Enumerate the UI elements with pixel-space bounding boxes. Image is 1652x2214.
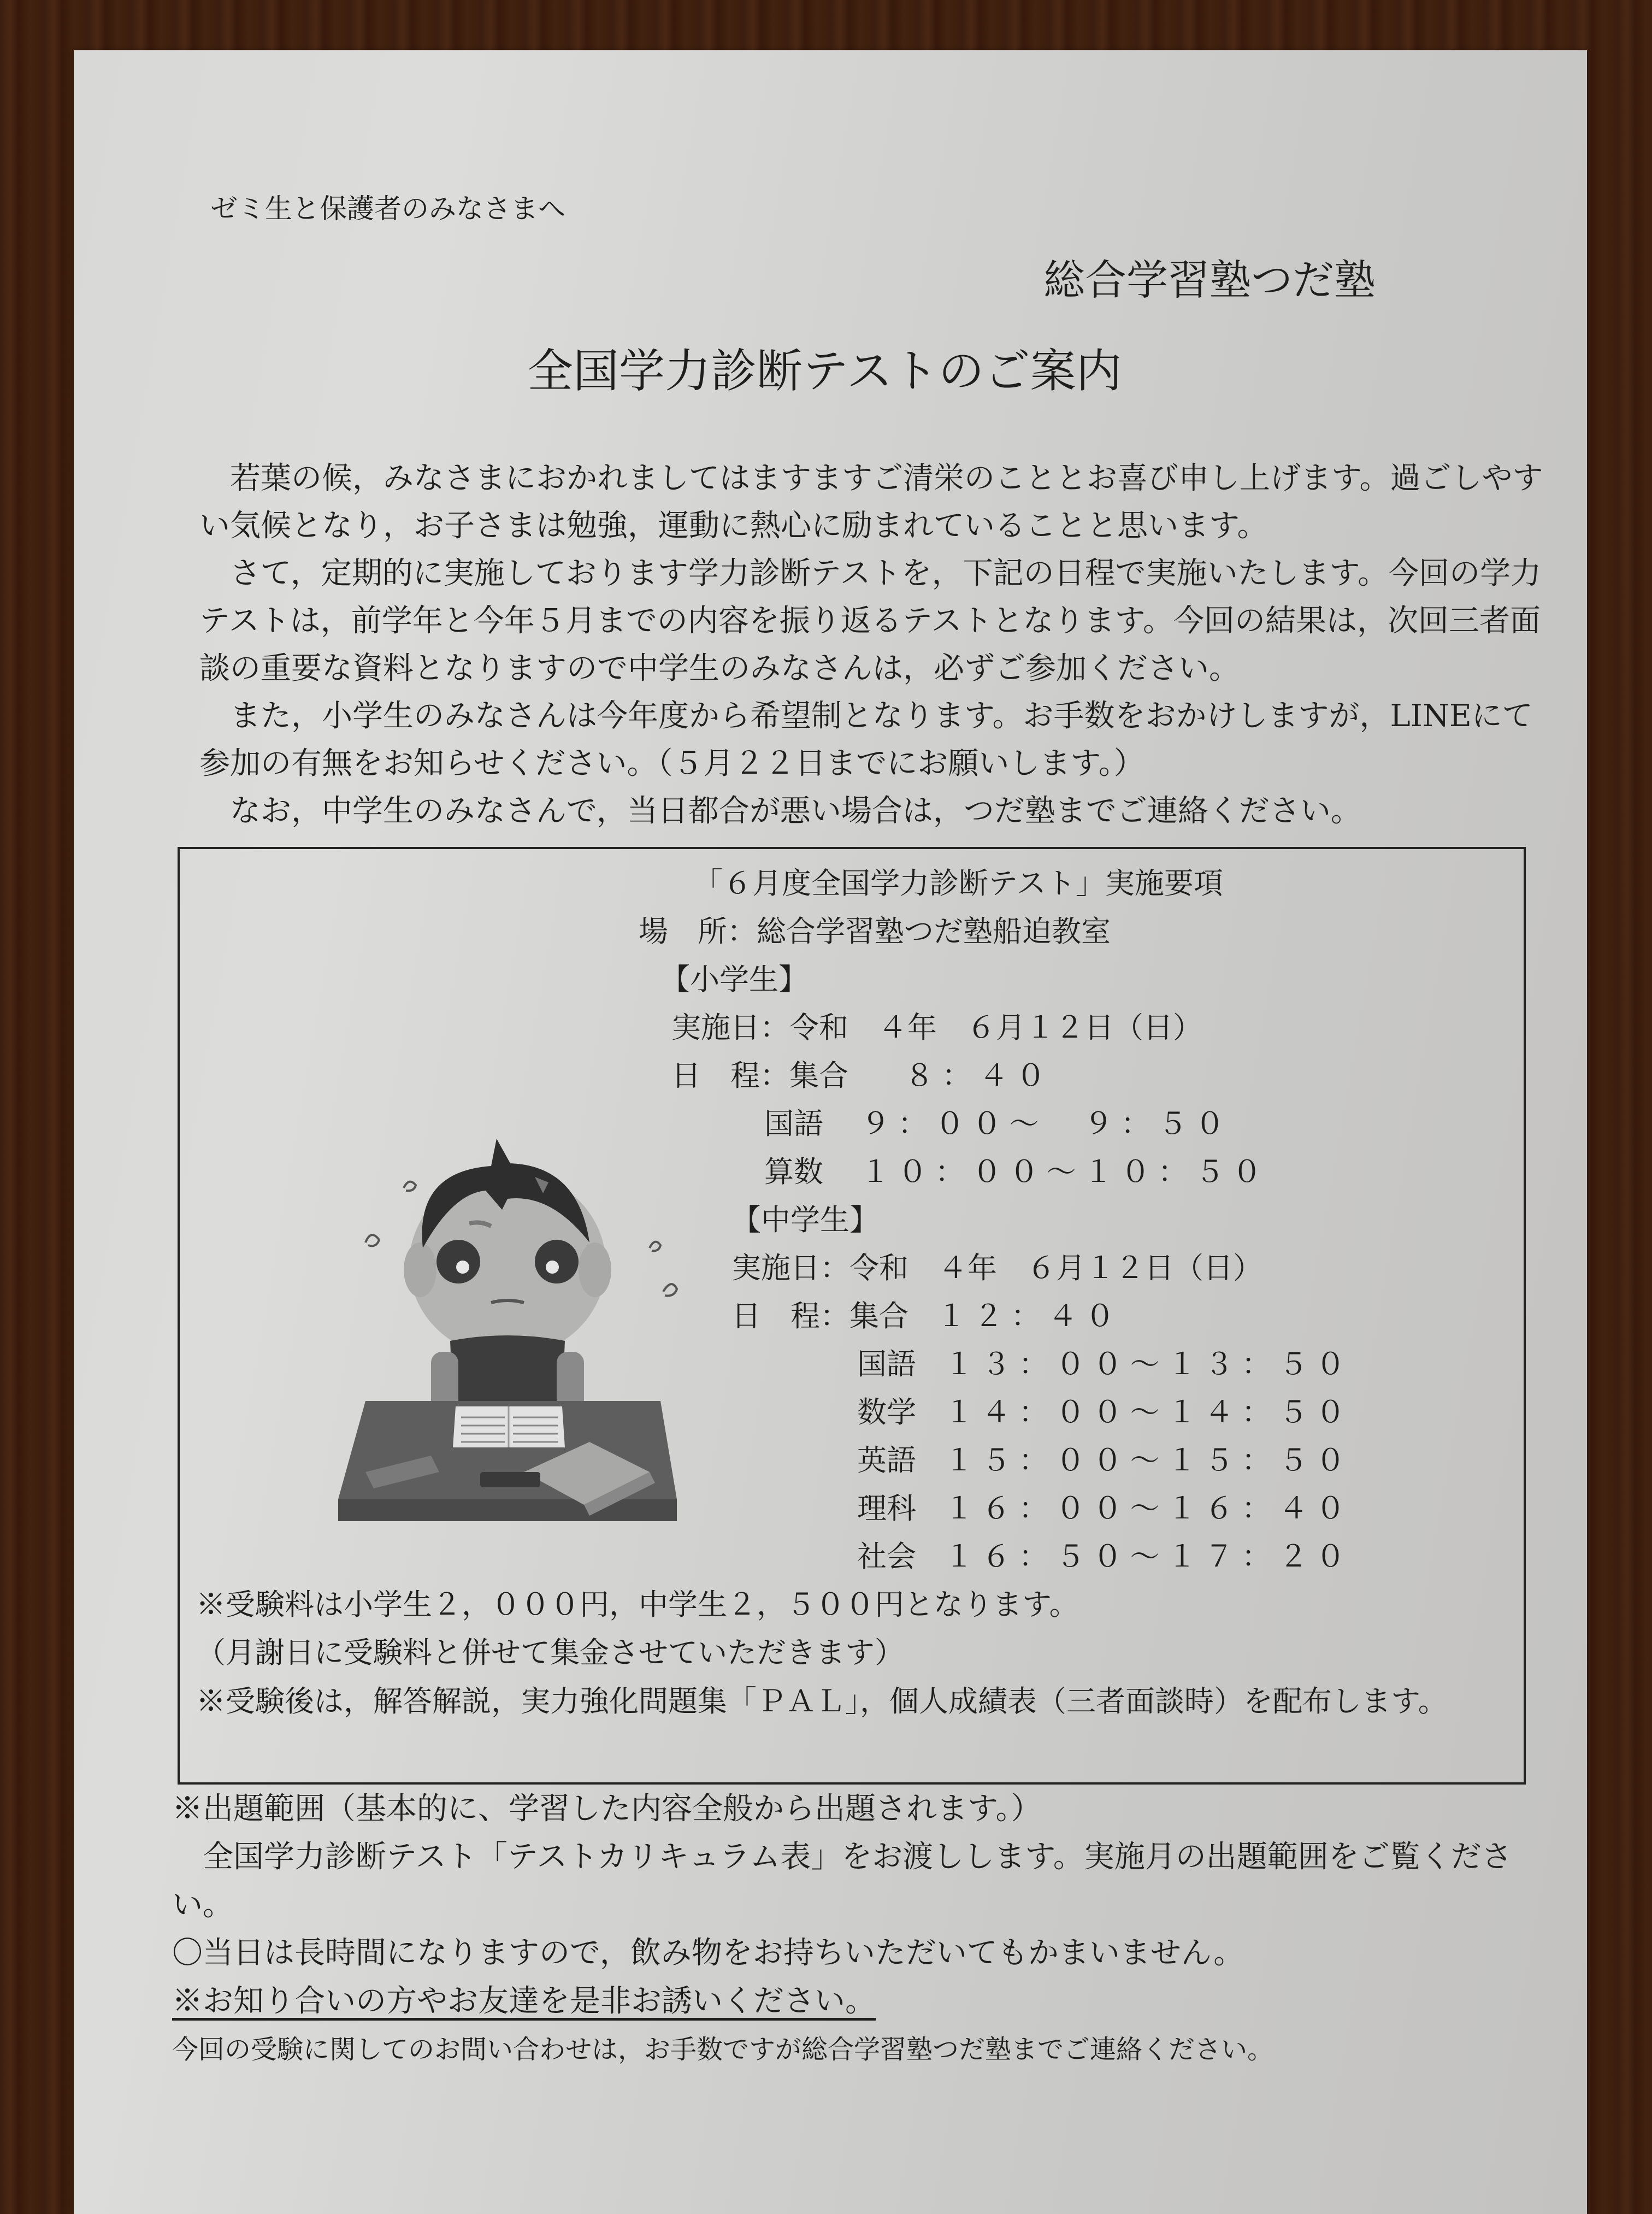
subject-time: １６：５０～１７：２０ xyxy=(944,1539,1353,1574)
subject-name: 英語 xyxy=(857,1443,916,1477)
elementary-section-label: 【小学生】 xyxy=(660,962,808,997)
subject-name: 数学 xyxy=(857,1395,916,1429)
junior-high-subject-row xyxy=(857,1437,1353,1479)
schedule-label: 日 程： xyxy=(671,1058,789,1093)
junior-high-subject-row xyxy=(857,1341,1353,1383)
junior-high-subject-row xyxy=(857,1485,1353,1527)
subject-name: 社会 xyxy=(857,1539,916,1574)
fee-collection-note: （月謝日に受験料と併せて集金させていただきます） xyxy=(196,1635,904,1670)
subject-name: 理科 xyxy=(857,1491,916,1526)
footer-notes xyxy=(172,1785,1538,2074)
document-title: 全国学力診断テストのご案内 xyxy=(527,344,1122,398)
intro-text xyxy=(199,455,1543,835)
drinks-note: 〇当日は長時間になりますので，飲み物をお持ちいただいてもかまいません。 xyxy=(172,1935,1244,1971)
junior-high-subject-row xyxy=(857,1389,1353,1431)
subject-name: 国語 xyxy=(857,1347,916,1381)
elementary-date-row xyxy=(671,1004,1202,1046)
subject-time: １５：００～１５：５０ xyxy=(944,1443,1353,1477)
junior-high-schedule-row xyxy=(731,1293,1123,1335)
date-label: 実施日： xyxy=(671,1010,789,1045)
post-exam-note: ※受験後は，解答解説，実力強化問題集「ＰＡＬ」，個人成績表（三者面談時）を配布します。 xyxy=(196,1684,1448,1718)
intro-paragraph: なお，中学生のみなさんで，当日都合が悪い場合は，つだ塾までご連絡ください。 xyxy=(230,793,1361,829)
elementary-schedule-row xyxy=(671,1052,1053,1094)
addressee: ゼミ生と保護者のみなさまへ xyxy=(210,193,565,225)
junior-high-date-row xyxy=(731,1245,1262,1287)
subject-time: １０：００～１０：５０ xyxy=(860,1155,1270,1189)
scope-detail: 全国学力診断テスト「テストカリキュラム表」をお渡しします。実施月の出題範囲をご覧ください。 xyxy=(172,1839,1512,1923)
fee-note: ※受験料は小学生２，０００円，中学生２，５００円となります。 xyxy=(196,1587,1079,1622)
date-value: 令和 ４年 ６月１２日（日） xyxy=(789,1010,1202,1045)
subject-time: １４：００～１４：５０ xyxy=(944,1395,1353,1429)
subject-name: 算数 xyxy=(764,1155,823,1189)
date-label: 実施日： xyxy=(731,1251,849,1285)
junior-high-section-label: 【中学生】 xyxy=(731,1203,879,1237)
subject-time: １３：００～１３：５０ xyxy=(944,1347,1353,1381)
intro-paragraph: また，小学生のみなさんは今年度から希望制となります。お手数をおかけしますが，LINEにて参加の有無をお知らせください。（５月２２日までにお願いします。） xyxy=(199,698,1533,781)
subject-time: １６：００～１６：４０ xyxy=(944,1491,1353,1526)
intro-paragraph: さて，定期的に実施しております学力診断テストを，下記の日程で実施いたします。今回の学力テストは，前学年と今年５月までの内容を振り返るテストとなります。今回の結果は，次回三者面談の重要な資料となりますので中学生のみなさんは，必ずご参加ください。 xyxy=(199,556,1542,686)
location-label: 場 所： xyxy=(639,914,757,949)
schedule-label: 日 程： xyxy=(731,1299,849,1333)
organization-name: 総合学習塾つだ塾 xyxy=(1043,256,1376,304)
details-heading: 「６月度全国学力診断テスト」実施要項 xyxy=(693,866,1223,900)
elementary-subject-row xyxy=(764,1100,1232,1143)
elementary-subject-row xyxy=(764,1149,1270,1191)
subject-name: 国語 xyxy=(764,1106,823,1141)
student-studying-worried-icon xyxy=(322,1122,704,1559)
subject-time: ９：００～ ９：５０ xyxy=(860,1106,1232,1141)
invite-note: ※お知り合いの方やお友達を是非お誘いください。 xyxy=(172,1983,876,2019)
location-row xyxy=(639,908,1111,950)
scope-heading: ※出題範囲（基本的に、学習した内容全般から出題されます。） xyxy=(172,1791,1042,1827)
document-page xyxy=(74,50,1587,2214)
junior-high-subject-row xyxy=(857,1533,1353,1575)
gather-time: ８：４０ xyxy=(905,1058,1053,1093)
date-value: 令和 ４年 ６月１２日（日） xyxy=(849,1251,1262,1285)
gather-time: １２：４０ xyxy=(936,1299,1123,1333)
details-box xyxy=(178,847,1526,1785)
location-value: 総合学習塾つだ塾船迫教室 xyxy=(757,914,1111,949)
contact-note: 今回の受験に関してのお問い合わせは，お手数ですが総合学習塾つだ塾までご連絡ください。 xyxy=(172,2034,1274,2065)
intro-paragraph: 若葉の候，みなさまにおかれましてはますますご清栄のこととお喜び申し上げます。過ごしやすい気候となり，お子さまは勉強，運動に熱心に励まれていることと思います。 xyxy=(199,461,1543,544)
gather-label: 集合 xyxy=(849,1299,908,1333)
gather-label: 集合 xyxy=(789,1058,848,1093)
